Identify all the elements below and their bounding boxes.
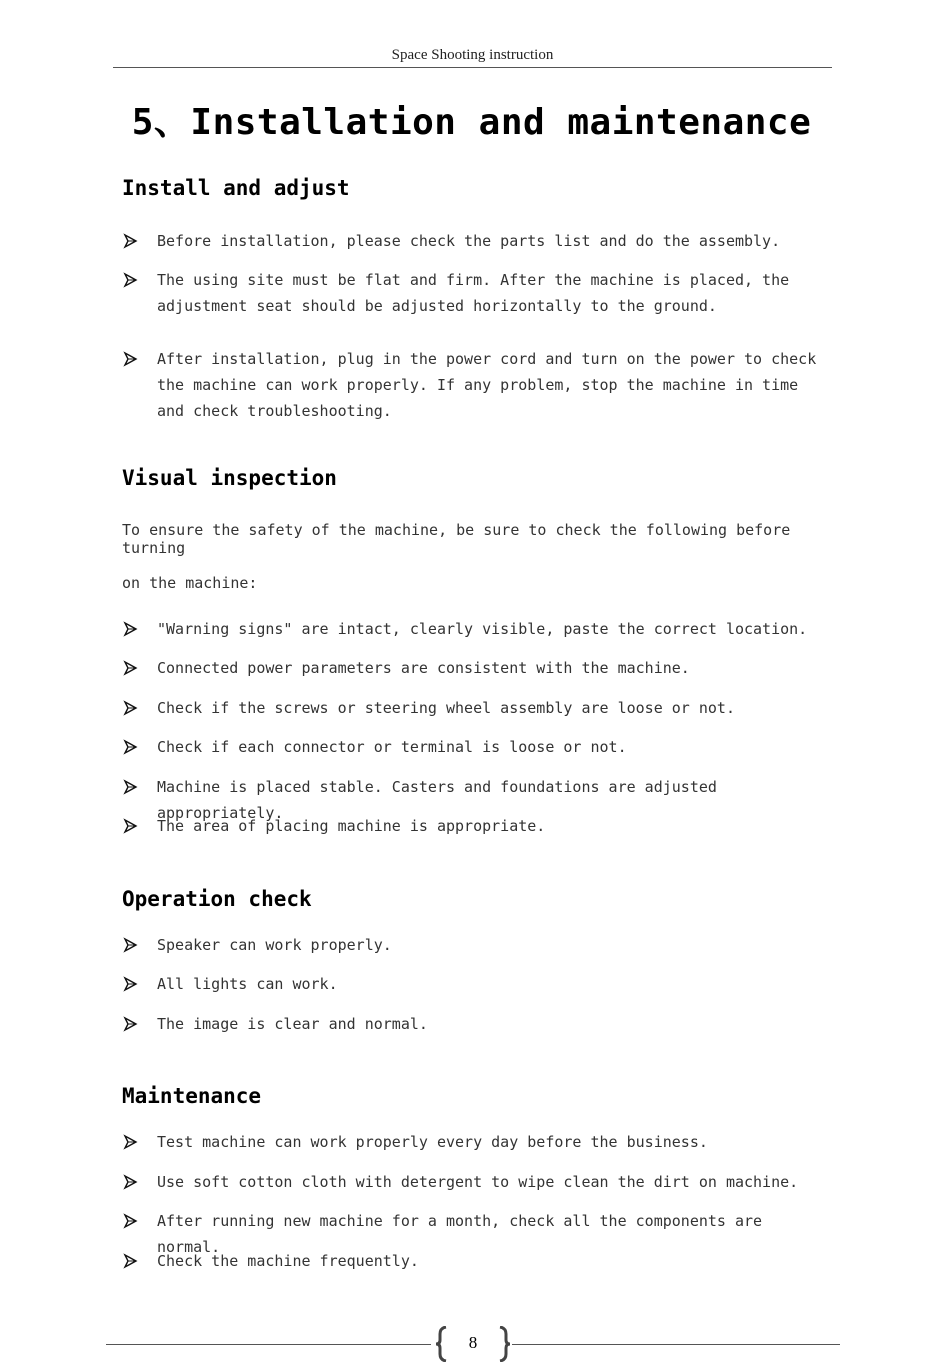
list-item: "Warning signs" are intact, clearly visible, paste the correct location.	[122, 616, 832, 642]
arrowhead-bullet-icon	[122, 233, 138, 249]
arrowhead-bullet-icon	[122, 700, 138, 716]
arrowhead-bullet-icon	[122, 1253, 138, 1269]
right-brace-icon	[497, 1326, 511, 1362]
list-item: After installation, plug in the power cord and turn on the power to check the machine can work properly. If any problem, stop the machine in time and check troubleshooting.	[122, 346, 832, 424]
intro-paragraph-line: on the machine:	[122, 574, 258, 592]
left-brace-icon	[435, 1326, 449, 1362]
section-heading-visual: Visual inspection	[122, 466, 337, 490]
list-item: The image is clear and normal.	[122, 1011, 832, 1037]
section-heading-operation: Operation check	[122, 887, 312, 911]
arrowhead-bullet-icon	[122, 1213, 138, 1229]
header-rule	[113, 67, 832, 68]
intro-paragraph-line: To ensure the safety of the machine, be sure to check the following before turning	[122, 521, 791, 557]
footer-rule-left	[106, 1344, 431, 1345]
page-title: 5、Installation and maintenance	[131, 102, 812, 143]
arrowhead-bullet-icon	[122, 660, 138, 676]
arrowhead-bullet-icon	[122, 1016, 138, 1032]
arrowhead-bullet-icon	[122, 818, 138, 834]
arrowhead-bullet-icon	[122, 351, 138, 367]
list-item: Before installation, please check the parts list and do the assembly.	[122, 228, 832, 254]
running-header: Space Shooting instruction	[391, 47, 554, 63]
footer-rule-right	[512, 1344, 840, 1345]
list-item: The area of placing machine is appropriate.	[122, 813, 832, 839]
list-item: Check the machine frequently.	[122, 1248, 832, 1274]
section-heading-install: Install and adjust	[122, 176, 350, 200]
arrowhead-bullet-icon	[122, 739, 138, 755]
list-item: Machine is placed stable. Casters and foundations are adjusted appropriately.	[122, 774, 832, 826]
list-item: Use soft cotton cloth with detergent to wipe clean the dirt on machine.	[122, 1169, 832, 1195]
arrowhead-bullet-icon	[122, 937, 138, 953]
arrowhead-bullet-icon	[122, 1174, 138, 1190]
list-item: The using site must be flat and firm. After the machine is placed, the adjustment seat should be adjusted horizontally to the ground.	[122, 267, 832, 319]
arrowhead-bullet-icon	[122, 272, 138, 288]
arrowhead-bullet-icon	[122, 779, 138, 795]
section-heading-maintenance: Maintenance	[122, 1084, 262, 1108]
list-item: Speaker can work properly.	[122, 932, 832, 958]
arrowhead-bullet-icon	[122, 621, 138, 637]
arrowhead-bullet-icon	[122, 1134, 138, 1150]
list-item: Check if each connector or terminal is loose or not.	[122, 734, 832, 760]
list-item: Check if the screws or steering wheel assembly are loose or not.	[122, 695, 832, 721]
page-number: 8	[468, 1333, 478, 1352]
list-item: Connected power parameters are consistent with the machine.	[122, 655, 832, 681]
list-item: Test machine can work properly every day before the business.	[122, 1129, 832, 1155]
list-item: After running new machine for a month, check all the components are normal.	[122, 1208, 832, 1260]
arrowhead-bullet-icon	[122, 976, 138, 992]
list-item: All lights can work.	[122, 971, 832, 997]
